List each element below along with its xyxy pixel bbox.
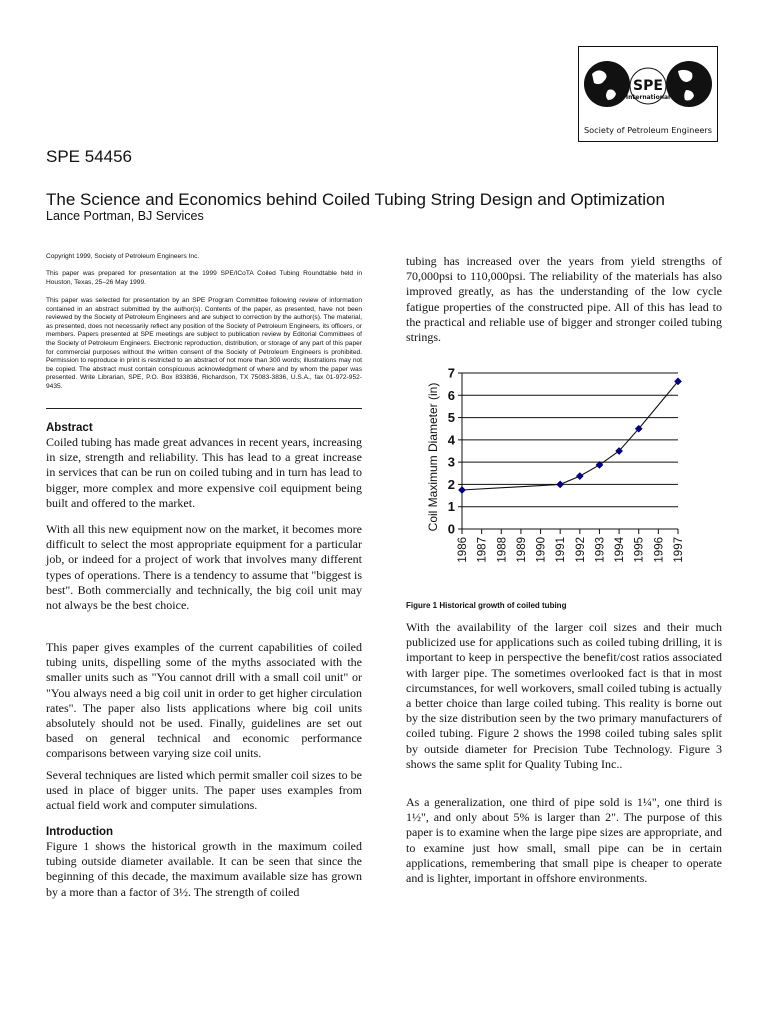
- x-tick-label: 1990: [535, 537, 548, 563]
- logo-caption: Society of Petroleum Engineers: [583, 125, 713, 135]
- x-tick-label: 1993: [594, 537, 607, 563]
- x-tick-label: 1989: [515, 537, 528, 563]
- author-line: Lance Portman, BJ Services: [46, 209, 204, 223]
- x-tick-label: 1996: [653, 537, 666, 563]
- body-paragraph: tubing has increased over the years from yield strengths of 70,000psi to 110,000psi. The reliability of the materials has also improved greatly, as has the understanding of the low cycle fatigue properties of the constructed pipe. All of this has lead to the practical and reliable use of bigger and stronger coiled tubing strings.: [406, 254, 722, 345]
- x-tick-label: 1995: [633, 537, 646, 563]
- copyright-line: Copyright 1999, Society of Petroleum Engineers Inc.: [46, 253, 200, 260]
- x-tick-label: 1992: [574, 537, 587, 563]
- spe-logo: [578, 46, 718, 142]
- y-tick-label: 4: [447, 432, 455, 448]
- introduction-paragraph: Figure 1 shows the historical growth in the maximum coiled tubing outside diameter available. It can be seen that since the beginning of this decade, the maximum available size has grown by a more than a factor of 3½. The strength of coiled: [46, 839, 362, 899]
- y-tick-label: 2: [447, 476, 455, 492]
- introduction-heading: Introduction: [46, 826, 114, 838]
- body-paragraph: With the availability of the larger coil sizes and their much publicized use for applications such as coiled tubing drilling, it is important to keep in perspective the benefit/cost ratios associated with larger pipe. The sometimes overlooked fact is that in most circumstances, for well workovers, small coiled tubing is actually a better choice than large coiled tubing. This reality is borne out by the size distribution seen by the two primary manufacturers of coiled tubing. Figure 2 shows the 1998 coiled tubing sales split by outside diameter for Precision Tube Technology. Figure 3 shows the same split for Quality Tubing Inc..: [406, 620, 722, 771]
- x-tick-label: 1987: [476, 537, 489, 563]
- x-tick-label: 1997: [673, 537, 685, 563]
- y-tick-label: 7: [447, 365, 455, 381]
- paper-number: SPE 54456: [46, 147, 133, 166]
- abstract-heading: Abstract: [46, 422, 93, 434]
- abstract-paragraph: Several techniques are listed which permit smaller coil sizes to be used in place of bigger units. The paper uses examples from actual field work and computer simulations.: [46, 768, 362, 813]
- y-tick-label: 5: [447, 410, 455, 426]
- data-point: [576, 472, 583, 479]
- logo-name: SPE: [633, 78, 663, 94]
- y-tick-label: 3: [447, 454, 455, 470]
- y-tick-label: 1: [447, 499, 455, 515]
- series-line: [462, 381, 678, 490]
- body-paragraph: As a generalization, one third of pipe sold is 1¼", one third is 1½", and only about 5% is larger than 2". The purpose of this paper is to examine when the large pipe sizes are appropriate, and to examine just how small, small pipe can be in certain applications, remembering that small pipe is cheaper to operate and is lighter, important in offshore environments.: [406, 795, 722, 886]
- x-tick-label: 1991: [555, 537, 568, 563]
- figure-caption: Figure 1 Historical growth of coiled tubing: [406, 601, 567, 610]
- x-tick-label: 1986: [457, 537, 469, 563]
- data-point: [458, 486, 465, 493]
- disclaimer-text: This paper was selected for presentation by an SPE Program Committee following review of information contained in an abstract submitted by the author(s). Contents of the paper, as presented, have not been reviewed by the Society of Petroleum Engineers and are subject to correction by the author(s). The material, as presented, does not necessarily reflect any position of the Society of Petroleum Engineers, its officers, or members. Papers presented at SPE meetings are subject to publication review by Editorial Committees of the Society of Petroleum Engineers. Electronic reproduction, distribution, or storage of any part of this paper for commercial purposes without the written consent of the Society of Petroleum Engineers is prohibited. Permission to reproduce in print is restricted to an abstract of not more than 300 words; illustrations may not be copied. The abstract must contain conspicuous acknowledgment of where and by whom the paper was presented. Write Librarian, SPE, P.O. Box 833836, Richardson, TX 75083-3836, U.S.A., fax 01-972-952-9435.: [46, 297, 362, 390]
- paper-title: The Science and Economics behind Coiled Tubing String Design and Optimization: [46, 190, 665, 209]
- y-axis-label: Coil Maximum Diameter (in): [426, 382, 440, 532]
- presentation-note: This paper was prepared for presentation at the 1999 SPE/ICoTA Coiled Tubing Roundtable held in Houston, Texas, 25–26 May 1999.: [46, 270, 362, 286]
- logo-subname: International: [625, 94, 671, 101]
- section-divider: [46, 408, 362, 409]
- data-point: [557, 481, 564, 488]
- abstract-paragraph: Coiled tubing has made great advances in recent years, increasing in size, strength and reliability. This has lead to a great increase in services that can be run on coiled tubing and in turn has lead to bigger, more complex and more expensive coil equipment being built and offered to the market.: [46, 435, 362, 510]
- abstract-paragraph: This paper gives examples of the current capabilities of coiled tubing units, dispelling some of the myths associated with the smaller units such as "You cannot drill with a small coil unit" or "You always need a big coil unit in order to get higher circulation rates". The paper also lists applications where big coil units absolutely should not be used. Finally, guidelines are set out based on general technical and economic performance comparisons between varying size coil units.: [46, 640, 362, 761]
- y-tick-label: 0: [447, 521, 455, 537]
- figure-1-chart: [420, 360, 710, 595]
- x-tick-label: 1994: [614, 537, 627, 563]
- y-tick-label: 6: [447, 387, 455, 403]
- x-tick-label: 1988: [496, 537, 509, 563]
- abstract-paragraph: With all this new equipment now on the market, it becomes more difficult to select the most appropriate equipment for a particular job, or indeed for a project of work that involves many different types of operations. There is a tendency to assume that "biggest is best". Both commercially and technically, the big coil unit may not always be the best choice.: [46, 522, 362, 613]
